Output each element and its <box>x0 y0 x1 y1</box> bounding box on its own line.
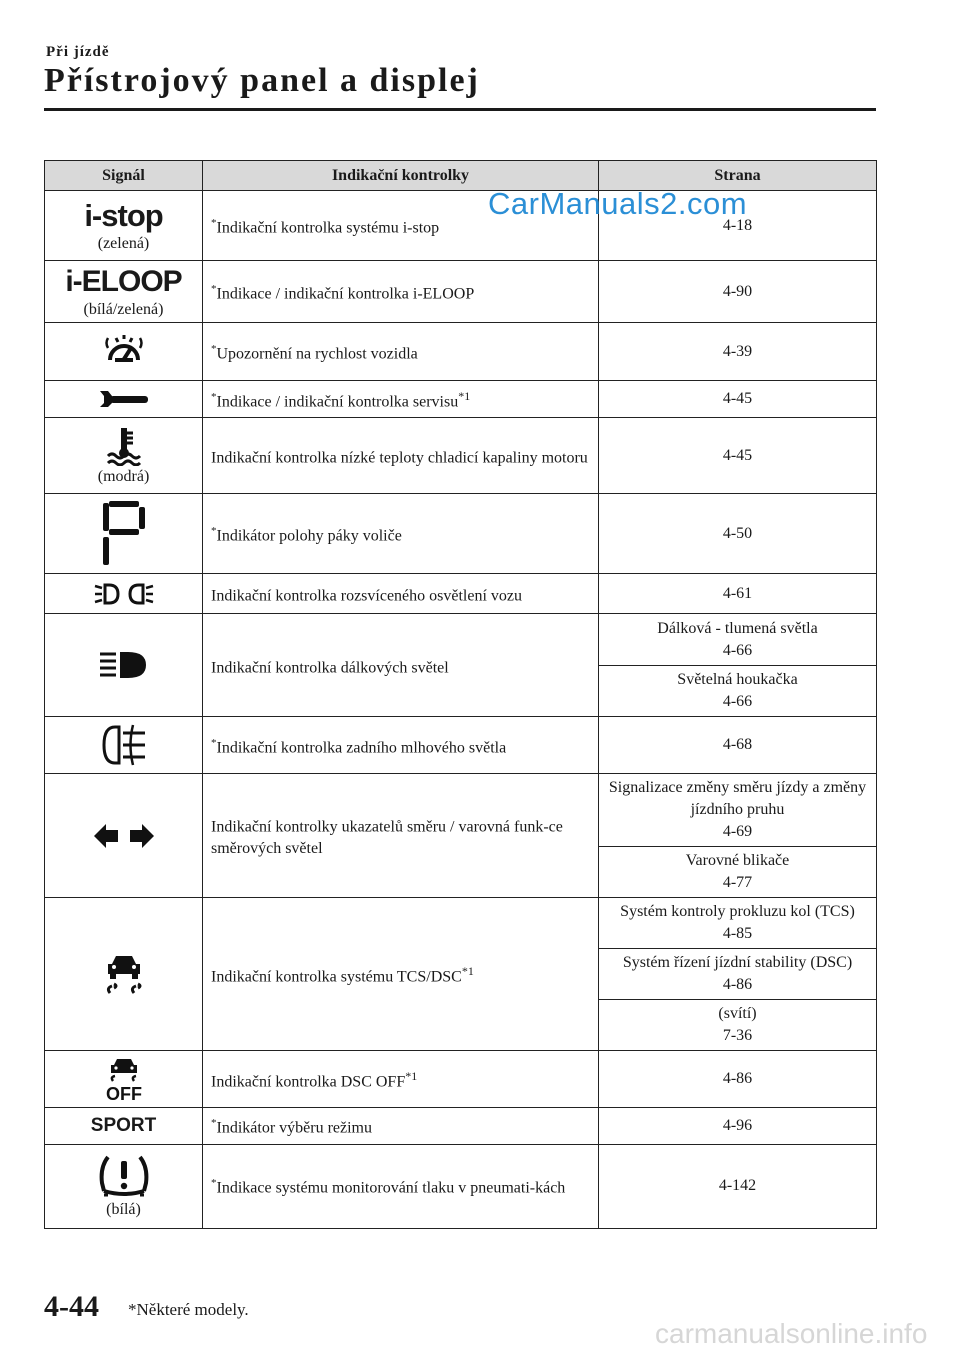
icon-caption: (bílá) <box>106 1201 141 1219</box>
signal-cell <box>45 774 203 898</box>
page-cell: Systém řízení jízdní stability (DSC) 4-86 <box>599 949 877 1000</box>
page-number: 4-44 <box>44 1290 99 1323</box>
signal-cell <box>45 261 203 323</box>
table-row <box>45 898 877 949</box>
description-cell: Indikační kontrolky ukazatelů směru / varovná funk-ce směrových světel <box>203 774 599 898</box>
page-cell: 4-86 <box>599 1051 877 1108</box>
page-cell: Světelná houkačka 4-66 <box>599 666 877 717</box>
tpms-icon <box>96 1153 152 1199</box>
page-cell: Systém kontroly prokluzu kol (TCS) 4-85 <box>599 898 877 949</box>
page-cell: 4-50 <box>599 494 877 574</box>
page-cell: Signalizace změny směru jízdy a změny jízdního pruhu 4-69 <box>599 774 877 847</box>
table-row <box>45 191 877 261</box>
sport-mode-icon: SPORT <box>90 1114 157 1136</box>
rear-fog-icon <box>101 723 147 767</box>
title-rule <box>44 108 876 111</box>
table-row <box>45 614 877 666</box>
description-cell: *Upozornění na rychlost vozidla <box>203 323 599 381</box>
tcs-dsc-icon <box>102 952 146 996</box>
icon-caption: (zelená) <box>97 234 150 252</box>
high-beam-icon <box>98 649 150 681</box>
footnote: *Některé modely. <box>128 1300 249 1319</box>
table-row <box>45 381 877 418</box>
description-cell: Indikační kontrolka systému TCS/DSC$^{*1}$ <box>203 898 599 1051</box>
description-cell: *Indikátor výběru režimu <box>203 1108 599 1144</box>
icon-caption: (bílá/zelená) <box>83 300 164 318</box>
header-indicators: Indikační kontrolky <box>203 161 599 191</box>
signal-cell <box>45 574 203 614</box>
turn-signal-icon <box>92 822 156 850</box>
coolant-temp-icon <box>102 426 146 466</box>
signal-cell <box>45 1051 203 1108</box>
description-cell: Indikační kontrolka DSC OFF$^{*1}$ <box>203 1051 599 1108</box>
signal-cell <box>45 898 203 1051</box>
page-title: Přístrojový panel a displej <box>44 62 480 99</box>
description-cell: *Indikace / indikační kontrolka i-ELOOP <box>203 261 599 323</box>
page-cell: 4-142 <box>599 1144 877 1228</box>
header-signal: Signál <box>45 161 203 191</box>
svg-text:OFF: OFF <box>105 1084 142 1103</box>
signal-cell <box>45 418 203 494</box>
table-row <box>45 261 877 323</box>
page-cell: Dálková - tlumená světla 4-66 <box>599 614 877 666</box>
description-cell: Indikační kontrolka nízké teploty chladicí kapaliny motoru <box>203 418 599 494</box>
section-label: Při jízdě <box>46 44 110 60</box>
lights-on-icon <box>93 581 155 607</box>
page-cell: 4-45 <box>599 418 877 494</box>
site-watermark: carmanualsonline.info <box>655 1318 928 1349</box>
table-row <box>45 418 877 494</box>
i-eloop-icon: i-ELOOP <box>65 264 182 298</box>
table-header-row <box>45 161 877 191</box>
table-row <box>45 1108 877 1144</box>
watermark-text: CarManuals2.com <box>488 186 748 221</box>
page-cell: 4-68 <box>599 717 877 774</box>
table-row <box>45 774 877 847</box>
signal-cell <box>45 381 203 418</box>
speed-warning-icon <box>102 330 146 374</box>
description-cell: Indikační kontrolka dálkových světel <box>203 614 599 717</box>
description-cell: *Indikace systému monitorování tlaku v pneumati-kách <box>203 1144 599 1228</box>
table-row <box>45 323 877 381</box>
signal-cell <box>45 494 203 574</box>
table-row <box>45 717 877 774</box>
description-cell: *Indikátor polohy páky voliče <box>203 494 599 574</box>
page-cell: 4-96 <box>599 1108 877 1144</box>
signal-cell <box>45 1144 203 1228</box>
signal-cell <box>45 191 203 261</box>
signal-cell <box>45 717 203 774</box>
table-row <box>45 1144 877 1228</box>
page-cell: (svítí) 7-36 <box>599 1000 877 1051</box>
page-cell: 4-45 <box>599 381 877 418</box>
header-page: Strana <box>599 161 877 191</box>
table-row <box>45 494 877 574</box>
page-cell: 4-39 <box>599 323 877 381</box>
signal-cell <box>45 323 203 381</box>
description-cell: *Indikační kontrolka zadního mlhového světla <box>203 717 599 774</box>
table-row <box>45 574 877 614</box>
table-row <box>45 1051 877 1108</box>
wrench-icon <box>96 388 152 410</box>
page-cell: Varovné blikače 4-77 <box>599 847 877 898</box>
signal-cell <box>45 1108 203 1144</box>
page-cell: 4-18 <box>599 191 877 261</box>
i-stop-icon: i-stop <box>84 197 163 233</box>
description-cell: *Indikační kontrolka systému i-stop <box>203 191 599 261</box>
description-cell: *Indikace / indikační kontrolka servisu$^{*1}$ <box>203 381 599 418</box>
description-cell: Indikační kontrolka rozsvíceného osvětlení vozu <box>203 574 599 614</box>
signal-cell <box>45 614 203 717</box>
indicator-table <box>44 160 877 1229</box>
page-cell: 4-61 <box>599 574 877 614</box>
page-cell: 4-90 <box>599 261 877 323</box>
icon-caption: (modrá) <box>97 467 150 485</box>
dsc-off-icon <box>96 1056 152 1102</box>
shift-position-icon <box>99 501 149 567</box>
